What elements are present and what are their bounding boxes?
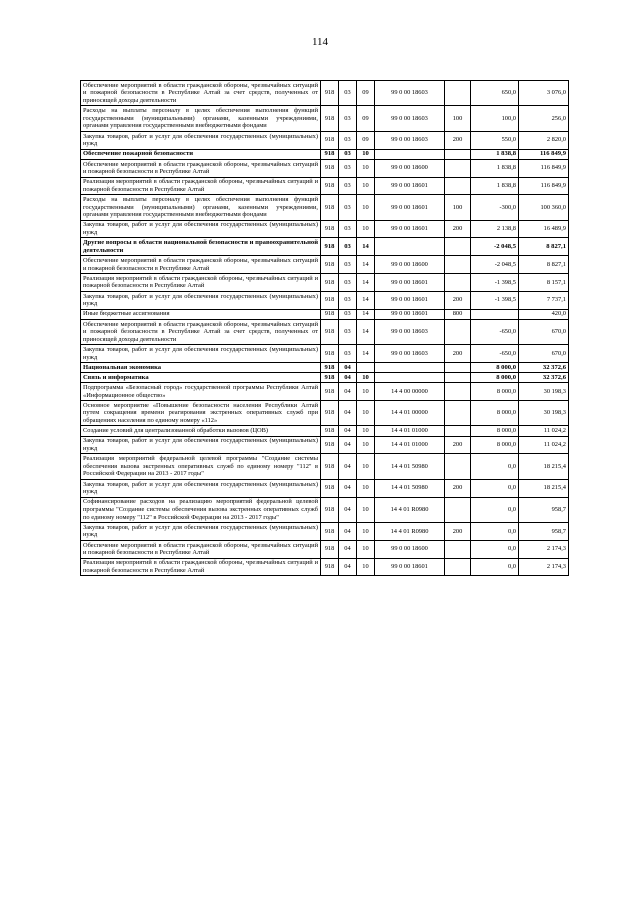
- cell-target-item: [375, 238, 445, 256]
- cell-name: Закупка товаров, работ и услуг для обеспечения государственных (муниципальных) нужд: [81, 291, 321, 309]
- cell-expense-type: [445, 401, 471, 426]
- cell-expense-type: 200: [445, 436, 471, 454]
- cell-subsection: 10: [357, 383, 375, 401]
- table-row: [81, 401, 569, 426]
- cell-section: 03: [339, 274, 357, 292]
- cell-amount-total: 100 360,0: [519, 195, 569, 220]
- cell-expense-type: 200: [445, 131, 471, 149]
- cell-name: Подпрограмма «Безопасный город» государственной программы Республики Алтай «Информационное общество»: [81, 383, 321, 401]
- cell-section: 04: [339, 383, 357, 401]
- cell-ministry: 918: [321, 256, 339, 274]
- cell-amount-total: 8 157,1: [519, 274, 569, 292]
- cell-amount-total: 18 215,4: [519, 454, 569, 479]
- cell-ministry: 918: [321, 436, 339, 454]
- cell-ministry: 918: [321, 131, 339, 149]
- cell-section: 04: [339, 362, 357, 372]
- cell-expense-type: 200: [445, 479, 471, 497]
- cell-amount-total: 116 849,9: [519, 159, 569, 177]
- cell-section: 03: [339, 195, 357, 220]
- cell-name: Закупка товаров, работ и услуг для обеспечения государственных (муниципальных) нужд: [81, 345, 321, 363]
- cell-target-item: [375, 149, 445, 159]
- cell-target-item: 99 0 00 18601: [375, 274, 445, 292]
- cell-expense-type: [445, 540, 471, 558]
- cell-amount-change: 0,0: [471, 540, 519, 558]
- cell-ministry: 918: [321, 238, 339, 256]
- cell-name: Обеспечение мероприятий в области гражданской обороны, чрезвычайных ситуаций и пожарной безопасности в Республике Алтай: [81, 540, 321, 558]
- cell-ministry: 918: [321, 177, 339, 195]
- cell-subsection: 10: [357, 159, 375, 177]
- cell-name: Реализация мероприятий в области гражданской обороны, чрезвычайных ситуаций и пожарной безопасности в Республике Алтай: [81, 177, 321, 195]
- table-row: [81, 522, 569, 540]
- cell-amount-total: 3 076,0: [519, 81, 569, 106]
- table-row: [81, 383, 569, 401]
- cell-section: 03: [339, 220, 357, 238]
- cell-ministry: 918: [321, 106, 339, 131]
- cell-ministry: 918: [321, 319, 339, 344]
- cell-amount-change: 8 000,0: [471, 436, 519, 454]
- cell-subsection: 10: [357, 195, 375, 220]
- cell-name: Основное мероприятие «Повышение безопасности населения Республики Алтай путем сокращения времени реагирования экстренных оперативных служб при обращениях населения по единому номеру «112»: [81, 401, 321, 426]
- cell-subsection: 14: [357, 291, 375, 309]
- cell-expense-type: [445, 373, 471, 383]
- cell-ministry: 918: [321, 558, 339, 576]
- cell-name: Закупка товаров, работ и услуг для обеспечения государственных (муниципальных) нужд: [81, 220, 321, 238]
- table-row: [81, 309, 569, 319]
- cell-name: Обеспечение мероприятий в области гражданской обороны, чрезвычайных ситуаций и пожарной безопасности в Республике Алтай: [81, 159, 321, 177]
- cell-target-item: 14 4 01 R0980: [375, 497, 445, 522]
- table-row: [81, 345, 569, 363]
- cell-ministry: 918: [321, 220, 339, 238]
- cell-ministry: 918: [321, 373, 339, 383]
- cell-expense-type: [445, 177, 471, 195]
- cell-amount-change: 8 000,0: [471, 373, 519, 383]
- cell-expense-type: 200: [445, 291, 471, 309]
- cell-amount-change: 1 838,8: [471, 159, 519, 177]
- cell-amount-change: 100,0: [471, 106, 519, 131]
- cell-expense-type: [445, 159, 471, 177]
- cell-expense-type: 200: [445, 345, 471, 363]
- cell-ministry: 918: [321, 81, 339, 106]
- cell-amount-change: 550,0: [471, 131, 519, 149]
- cell-section: 04: [339, 436, 357, 454]
- budget-table: [80, 80, 569, 576]
- cell-subsection: 10: [357, 540, 375, 558]
- cell-target-item: 99 0 00 18603: [375, 131, 445, 149]
- cell-name: Расходы на выплаты персоналу в целях обеспечения выполнения функций государственными (муниципальными) органами, казенными учреждениями, органами управления государственными внебюджетными фондами: [81, 195, 321, 220]
- cell-amount-change: [471, 309, 519, 319]
- page-number: 114: [311, 36, 329, 48]
- table-row: [81, 131, 569, 149]
- cell-expense-type: 800: [445, 309, 471, 319]
- cell-expense-type: [445, 319, 471, 344]
- cell-expense-type: 200: [445, 220, 471, 238]
- cell-expense-type: [445, 238, 471, 256]
- cell-expense-type: 100: [445, 195, 471, 220]
- cell-target-item: 14 4 01 50980: [375, 479, 445, 497]
- cell-amount-total: 958,7: [519, 497, 569, 522]
- cell-section: 03: [339, 81, 357, 106]
- cell-amount-total: 2 174,3: [519, 540, 569, 558]
- cell-amount-total: 8 827,1: [519, 238, 569, 256]
- cell-target-item: 99 0 00 18600: [375, 159, 445, 177]
- cell-amount-total: 256,0: [519, 106, 569, 131]
- cell-target-item: 99 0 00 18601: [375, 558, 445, 576]
- cell-amount-total: 16 489,9: [519, 220, 569, 238]
- cell-name: Реализация мероприятий в области гражданской обороны, чрезвычайных ситуаций и пожарной безопасности в Республике Алтай: [81, 558, 321, 576]
- cell-amount-change: -2 048,5: [471, 256, 519, 274]
- cell-section: 03: [339, 238, 357, 256]
- cell-target-item: 14 4 01 R0980: [375, 522, 445, 540]
- cell-section: 03: [339, 291, 357, 309]
- cell-expense-type: [445, 149, 471, 159]
- cell-section: 04: [339, 522, 357, 540]
- table-body: [81, 81, 569, 576]
- cell-target-item: 99 0 00 18603: [375, 319, 445, 344]
- cell-amount-change: 1 838,8: [471, 177, 519, 195]
- table-row: [81, 159, 569, 177]
- cell-amount-change: 0,0: [471, 454, 519, 479]
- cell-amount-total: 116 849,9: [519, 149, 569, 159]
- cell-subsection: 09: [357, 81, 375, 106]
- cell-amount-change: -650,0: [471, 319, 519, 344]
- cell-section: 04: [339, 540, 357, 558]
- cell-section: 04: [339, 373, 357, 383]
- cell-subsection: 10: [357, 454, 375, 479]
- cell-name: Закупка товаров, работ и услуг для обеспечения государственных (муниципальных) нужд: [81, 479, 321, 497]
- cell-section: 04: [339, 454, 357, 479]
- cell-amount-change: 8 000,0: [471, 426, 519, 436]
- cell-subsection: 10: [357, 558, 375, 576]
- cell-target-item: 99 0 00 18601: [375, 195, 445, 220]
- cell-expense-type: [445, 362, 471, 372]
- cell-ministry: 918: [321, 383, 339, 401]
- cell-amount-change: 650,0: [471, 81, 519, 106]
- cell-amount-change: -2 048,5: [471, 238, 519, 256]
- table-row: [81, 220, 569, 238]
- cell-name: Закупка товаров, работ и услуг для обеспечения государственных (муниципальных) нужд: [81, 131, 321, 149]
- cell-amount-total: 2 820,0: [519, 131, 569, 149]
- cell-section: 03: [339, 131, 357, 149]
- cell-ministry: 918: [321, 497, 339, 522]
- cell-name: Другие вопросы в области национальной безопасности и правоохранительной деятельности: [81, 238, 321, 256]
- cell-amount-total: 32 372,6: [519, 362, 569, 372]
- table-row: [81, 362, 569, 372]
- cell-ministry: 918: [321, 454, 339, 479]
- cell-amount-change: 2 138,8: [471, 220, 519, 238]
- cell-name: Обеспечение мероприятий в области гражданской обороны, чрезвычайных ситуаций и пожарной безопасности в Республике Алтай: [81, 256, 321, 274]
- cell-name: Обеспечение мероприятий в области гражданской обороны, чрезвычайных ситуаций и пожарной безопасности в Республике Алтай за счет средств, полученных от приносящей доходы деятельности: [81, 81, 321, 106]
- cell-target-item: 99 0 00 18600: [375, 540, 445, 558]
- table-row: [81, 454, 569, 479]
- table-row: [81, 195, 569, 220]
- cell-amount-total: 7 737,1: [519, 291, 569, 309]
- cell-subsection: 14: [357, 256, 375, 274]
- cell-ministry: 918: [321, 149, 339, 159]
- cell-subsection: 09: [357, 106, 375, 131]
- cell-amount-change: 0,0: [471, 479, 519, 497]
- cell-section: 03: [339, 256, 357, 274]
- cell-name: Связь и информатика: [81, 373, 321, 383]
- cell-name: Создание условий для централизованной обработки вызовов (ЦОВ): [81, 426, 321, 436]
- cell-amount-total: 18 215,4: [519, 479, 569, 497]
- cell-target-item: 14 4 01 01000: [375, 426, 445, 436]
- cell-ministry: 918: [321, 401, 339, 426]
- cell-target-item: 14 4 01 50980: [375, 454, 445, 479]
- table-row: [81, 149, 569, 159]
- cell-subsection: 10: [357, 401, 375, 426]
- cell-subsection: 10: [357, 436, 375, 454]
- table-row: [81, 373, 569, 383]
- cell-amount-total: 8 827,1: [519, 256, 569, 274]
- cell-target-item: 99 0 00 18603: [375, 81, 445, 106]
- cell-section: 03: [339, 106, 357, 131]
- cell-subsection: 14: [357, 238, 375, 256]
- cell-expense-type: [445, 256, 471, 274]
- cell-expense-type: [445, 454, 471, 479]
- cell-amount-change: 8 000,0: [471, 401, 519, 426]
- table-row: [81, 177, 569, 195]
- cell-section: 03: [339, 345, 357, 363]
- cell-ministry: 918: [321, 309, 339, 319]
- cell-amount-change: 0,0: [471, 497, 519, 522]
- cell-name: Реализация мероприятий федеральной целевой программы "Создание системы обеспечения вызова экстренных оперативных служб по единому номеру "112" в Российской Федерации на 2013 - 2017 годы": [81, 454, 321, 479]
- table-row: [81, 106, 569, 131]
- cell-name: Реализация мероприятий в области гражданской обороны, чрезвычайных ситуаций и пожарной безопасности в Республике Алтай: [81, 274, 321, 292]
- cell-name: Иные бюджетные ассигнования: [81, 309, 321, 319]
- cell-target-item: 99 0 00 18601: [375, 291, 445, 309]
- cell-subsection: 14: [357, 309, 375, 319]
- cell-section: 03: [339, 177, 357, 195]
- cell-section: 04: [339, 497, 357, 522]
- cell-target-item: 99 0 00 18601: [375, 309, 445, 319]
- cell-ministry: 918: [321, 479, 339, 497]
- cell-name: Обеспечение пожарной безопасности: [81, 149, 321, 159]
- table-row: [81, 479, 569, 497]
- cell-expense-type: [445, 426, 471, 436]
- cell-subsection: 09: [357, 131, 375, 149]
- cell-expense-type: [445, 81, 471, 106]
- cell-amount-total: 958,7: [519, 522, 569, 540]
- cell-amount-change: -650,0: [471, 345, 519, 363]
- cell-section: 04: [339, 558, 357, 576]
- cell-ministry: 918: [321, 274, 339, 292]
- cell-amount-total: 670,0: [519, 319, 569, 344]
- cell-section: 04: [339, 401, 357, 426]
- cell-amount-total: 116 849,9: [519, 177, 569, 195]
- cell-amount-change: -1 398,5: [471, 274, 519, 292]
- cell-ministry: 918: [321, 540, 339, 558]
- cell-name: Закупка товаров, работ и услуг для обеспечения государственных (муниципальных) нужд: [81, 436, 321, 454]
- cell-subsection: 10: [357, 149, 375, 159]
- cell-expense-type: [445, 558, 471, 576]
- cell-target-item: 99 0 00 18603: [375, 106, 445, 131]
- cell-subsection: 14: [357, 319, 375, 344]
- cell-name: Национальная экономика: [81, 362, 321, 372]
- cell-target-item: 14 4 01 01000: [375, 436, 445, 454]
- cell-amount-total: 11 024,2: [519, 436, 569, 454]
- cell-ministry: 918: [321, 159, 339, 177]
- table-row: [81, 238, 569, 256]
- cell-target-item: 99 0 00 18601: [375, 220, 445, 238]
- cell-target-item: 99 0 00 18603: [375, 345, 445, 363]
- cell-ministry: 918: [321, 362, 339, 372]
- cell-name: Расходы на выплаты персоналу в целях обеспечения выполнения функций государственными (муниципальными) органами, казенными учреждениями, органами управления государственными внебюджетными фондами: [81, 106, 321, 131]
- table-row: [81, 436, 569, 454]
- cell-section: 03: [339, 159, 357, 177]
- cell-subsection: 10: [357, 479, 375, 497]
- cell-amount-change: -1 398,5: [471, 291, 519, 309]
- table-row: [81, 540, 569, 558]
- cell-section: 04: [339, 479, 357, 497]
- cell-amount-total: 30 198,3: [519, 401, 569, 426]
- cell-subsection: 14: [357, 345, 375, 363]
- cell-amount-total: 420,0: [519, 309, 569, 319]
- table-row: [81, 256, 569, 274]
- table-row: [81, 426, 569, 436]
- cell-expense-type: 100: [445, 106, 471, 131]
- cell-ministry: 918: [321, 195, 339, 220]
- cell-expense-type: 200: [445, 522, 471, 540]
- table-row: [81, 558, 569, 576]
- cell-subsection: 10: [357, 220, 375, 238]
- cell-target-item: [375, 362, 445, 372]
- cell-name: Софинансирование расходов на реализацию мероприятий федеральной целевой программы "Создание системы обеспечения вызова экстренных оперативных служб по единому номеру "112" в Российской Федерации на 2013 - 2017 годы": [81, 497, 321, 522]
- cell-amount-total: 670,0: [519, 345, 569, 363]
- cell-subsection: 14: [357, 274, 375, 292]
- cell-subsection: 10: [357, 426, 375, 436]
- cell-amount-change: 1 838,8: [471, 149, 519, 159]
- cell-target-item: [375, 373, 445, 383]
- cell-amount-change: 8 000,0: [471, 362, 519, 372]
- cell-amount-change: 0,0: [471, 522, 519, 540]
- cell-subsection: 10: [357, 177, 375, 195]
- cell-section: 03: [339, 149, 357, 159]
- cell-expense-type: [445, 274, 471, 292]
- cell-name: Закупка товаров, работ и услуг для обеспечения государственных (муниципальных) нужд: [81, 522, 321, 540]
- cell-amount-change: -300,0: [471, 195, 519, 220]
- cell-amount-total: 2 174,3: [519, 558, 569, 576]
- cell-amount-change: 8 000,0: [471, 383, 519, 401]
- cell-target-item: 14 4 01 00000: [375, 401, 445, 426]
- cell-name: Обеспечение мероприятий в области гражданской обороны, чрезвычайных ситуаций и пожарной безопасности в Республике Алтай за счет средств, полученных от приносящей доходы деятельности: [81, 319, 321, 344]
- cell-ministry: 918: [321, 291, 339, 309]
- cell-section: 04: [339, 426, 357, 436]
- cell-ministry: 918: [321, 426, 339, 436]
- table-row: [81, 319, 569, 344]
- table-row: [81, 291, 569, 309]
- table-row: [81, 81, 569, 106]
- cell-amount-change: 0,0: [471, 558, 519, 576]
- cell-subsection: 10: [357, 373, 375, 383]
- table-row: [81, 497, 569, 522]
- cell-amount-total: 11 024,2: [519, 426, 569, 436]
- cell-amount-total: 32 372,6: [519, 373, 569, 383]
- cell-ministry: 918: [321, 345, 339, 363]
- cell-subsection: 10: [357, 497, 375, 522]
- cell-target-item: 99 0 00 18601: [375, 177, 445, 195]
- cell-ministry: 918: [321, 522, 339, 540]
- cell-subsection: [357, 362, 375, 372]
- cell-subsection: 10: [357, 522, 375, 540]
- cell-amount-total: 30 198,3: [519, 383, 569, 401]
- cell-expense-type: [445, 383, 471, 401]
- cell-section: 03: [339, 309, 357, 319]
- cell-section: 03: [339, 319, 357, 344]
- cell-expense-type: [445, 497, 471, 522]
- table-row: [81, 274, 569, 292]
- cell-target-item: 99 0 00 18600: [375, 256, 445, 274]
- cell-target-item: 14 4 00 00000: [375, 383, 445, 401]
